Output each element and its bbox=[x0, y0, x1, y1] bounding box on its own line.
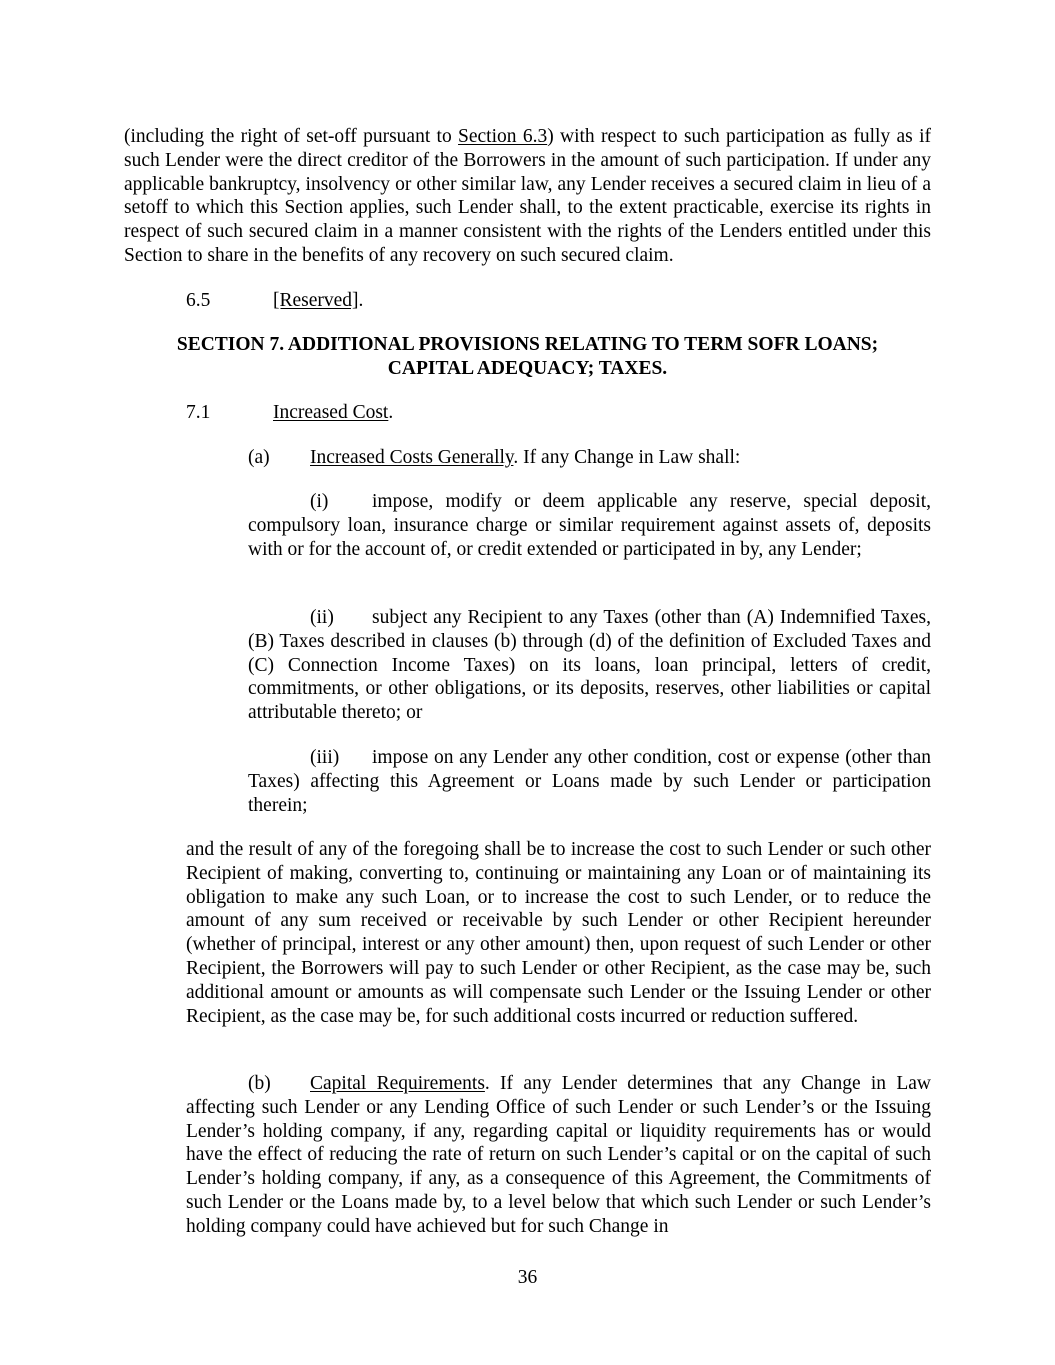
clause-a-heading bbox=[248, 446, 740, 470]
section-7-1-heading bbox=[186, 401, 393, 425]
clause-b bbox=[186, 1072, 931, 1239]
clause-b-title: Capital Requirements bbox=[310, 1073, 485, 1094]
clause-b-label: (b) bbox=[248, 1073, 271, 1094]
section-7-heading-line1: SECTION 7. ADDITIONAL PROVISIONS RELATING TO TERM SOFR LOANS; bbox=[176, 334, 879, 355]
section-6-5-title: [Reserved] bbox=[273, 290, 359, 311]
intro-text-rest: ) with respect to such participation as fully as if such Lender were the direct creditor of the Borrowers in the amount of such participation. If under any applicable bankruptcy, insolvency or other similar law, any Lender receives a secured claim in lieu of a setoff to which this Section applies, such Lender shall, to the extent practicable, exercise its rights in respect of such secured claim in a manner consistent with the rights of the Lenders entitled under this Section to share in the benefits of any recovery on such secured claim. bbox=[124, 126, 931, 266]
section-6-5-number: 6.5 bbox=[186, 290, 211, 311]
clause-i-text: impose, modify or deem applicable any reserve, special deposit, compulsory loan, insurance charge or similar requirement against assets of, deposits with or for the account of, or credit extended or participated in by, any Lender; bbox=[248, 491, 931, 560]
section-6-5-period: . bbox=[358, 290, 364, 311]
section-7-1-title: Increased Cost bbox=[273, 402, 389, 423]
section-6-3-reference: Section 6.3 bbox=[458, 126, 548, 147]
clause-i-label: (i) bbox=[310, 491, 329, 512]
clause-iii-label: (iii) bbox=[310, 747, 340, 768]
section-7-1-period: . bbox=[388, 402, 394, 423]
section-6-5-heading bbox=[186, 289, 363, 313]
clause-ii bbox=[248, 606, 931, 725]
clause-a-text: . If any Change in Law shall: bbox=[513, 447, 741, 468]
clause-ii-text: subject any Recipient to any Taxes (other than (A) Indemnified Taxes, (B) Taxes described in clauses (b) through (d) of the definition of Excluded Taxes and (C) Connection Income Taxes) on its loans, loan principal, letters of credit, commitments, or other obligations, or its deposits, reserves, other liabilities or capital attributable thereto; or bbox=[248, 607, 931, 724]
clause-b-text: . If any Lender determines that any Change in Law affecting such Lender or any Lending Office of such Lender or such Lender’s or the Issuing Lender’s holding company, if any, regarding capital or liquidity requirements has or would have the effect of reducing the rate of return on such Lender’s capital or on the capital of such Lender’s holding company, if any, as a consequence of this Agreement, the Commitments of such Lender or the Loans made by, to a level below that which such Lender or such Lender’s holding company could have achieved but for such Change in bbox=[186, 1073, 931, 1237]
result-paragraph: and the result of any of the foregoing shall be to increase the cost to such Lender or such other Recipient of making, converting to, continuing or maintaining any Loan or of maintaining its obligation to make any such Loan, or to increase the cost to such Lender, or to reduce the amount of any sum received or receivable by such Lender or other Recipient hereunder (whether of principal, interest or any other amount) then, upon request of such Lender or other Recipient, the Borrowers will pay to such Lender or other Recipient, as the case may be, such additional amount or amounts as will compensate such Lender or the Issuing Lender or other Recipient, as the case may be, for such additional costs incurred or reduction suffered. bbox=[186, 839, 931, 1027]
intro-paragraph bbox=[124, 125, 931, 268]
intro-text-start: (including the right of set-off pursuant to bbox=[124, 126, 459, 147]
section-7-1-number: 7.1 bbox=[186, 402, 211, 423]
page-number: 36 bbox=[517, 1267, 538, 1288]
section-7-heading-line2: CAPITAL ADEQUACY; TAXES. bbox=[387, 358, 668, 379]
clause-iii-text: impose on any Lender any other condition, cost or expense (other than Taxes) affecting this Agreement or Loans made by such Lender or participation therein; bbox=[248, 747, 931, 816]
clause-ii-label: (ii) bbox=[310, 607, 334, 628]
clause-a-title: Increased Costs Generally bbox=[310, 447, 514, 468]
clause-a-label: (a) bbox=[248, 447, 270, 468]
clause-iii bbox=[248, 746, 931, 817]
clause-i bbox=[248, 490, 931, 561]
